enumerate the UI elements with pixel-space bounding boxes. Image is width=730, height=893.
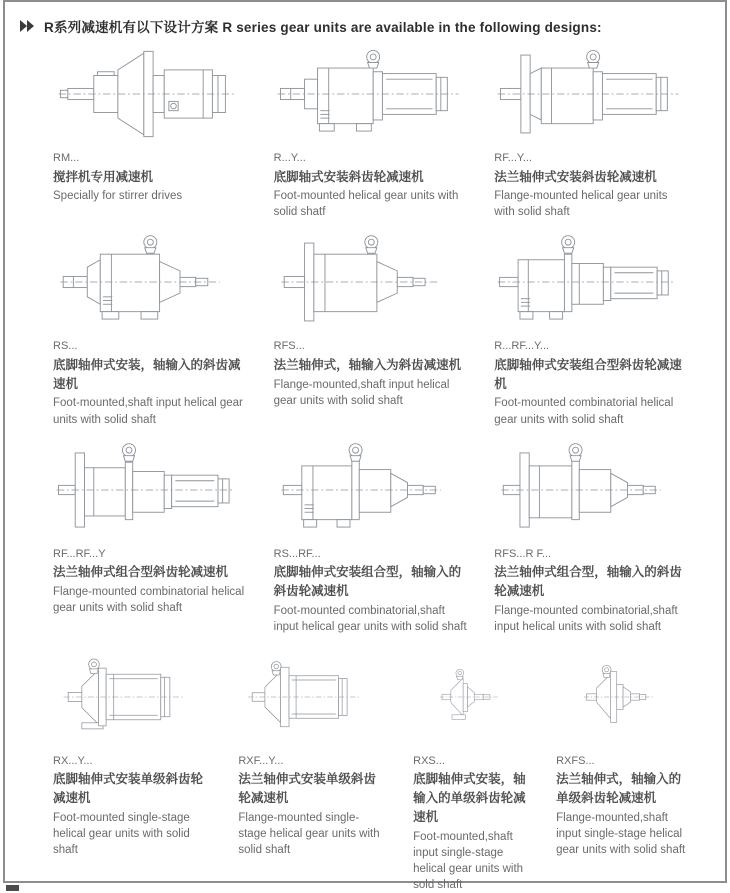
drawing-flange-combo-motor	[53, 442, 248, 538]
description-zh: 法兰轴伸式安装斜齿轮减速机	[494, 169, 657, 184]
model-code: RXF...Y...	[238, 754, 284, 767]
single-flange-shaft-drawing-icon	[556, 649, 689, 745]
drawing-single-flange-motor	[238, 649, 387, 745]
model-code: RFS...	[273, 340, 305, 353]
description-en: Flange-mounted combinatorial,shaft input helical units with solid shaft	[494, 604, 678, 633]
model-code: RS...RF...	[273, 547, 321, 560]
foot-combo-shaft-drawing-icon	[274, 442, 469, 538]
model-code: R...RF...Y...	[494, 340, 550, 353]
description-en: Flange-mounted,shaft input single-stage helical gear units with solid shaft	[556, 811, 686, 856]
page-title	[44, 16, 602, 36]
description-en: Foot-mounted,shaft input helical gear units with solid shaft	[53, 397, 243, 426]
description-en: Flange-mounted,shaft input helical gear units with solid shaft	[273, 378, 450, 407]
model-code: RS...	[53, 340, 78, 353]
description-en: Foot-mounted single-stage helical gear units with solid shaft	[53, 811, 190, 856]
drawing-single-flange-shaft	[556, 649, 689, 745]
description-zh: 底脚轴伸式安装单级斜齿轮减速机	[53, 772, 204, 806]
drawing-rm	[53, 46, 248, 142]
drawing-flange-motor	[494, 46, 689, 142]
drawing-foot-combo-shaft	[274, 442, 469, 538]
gear-unit-item	[556, 649, 715, 893]
drawing-single-foot-motor	[53, 649, 212, 745]
gear-unit-item	[274, 46, 495, 220]
gear-unit-item	[494, 46, 715, 220]
description-en: Foot-mounted combinatorial,shaft input helical gear units with solid shaft	[273, 604, 467, 633]
drawing-foot-shaft	[53, 234, 248, 330]
page-title-en: R series gear units are available in the following designs:	[222, 20, 602, 35]
gear-unit-item	[274, 442, 495, 635]
drawing-single-foot-shaft	[413, 649, 530, 745]
drawing-flange-combo-shaft	[494, 442, 689, 538]
description-zh: 法兰轴伸式，轴输入的单级斜齿轮减速机	[556, 772, 682, 806]
drawing-foot-motor	[274, 46, 469, 142]
model-code: RFS...R F...	[494, 547, 552, 560]
flange-motor-drawing-icon	[494, 46, 689, 142]
grid-row-3	[53, 442, 715, 635]
single-foot-motor-drawing-icon	[53, 649, 212, 745]
gear-unit-item	[53, 234, 274, 427]
gear-unit-item	[238, 649, 413, 893]
page-title-zh: R系列减速机有以下设计方案	[44, 20, 219, 35]
page-footer-tab	[6, 885, 19, 891]
grid-row-1	[53, 46, 715, 220]
description-zh: 法兰轴伸式，轴输入为斜齿减速机	[273, 357, 462, 372]
description-zh: 底脚轴伸式安装，轴输入的单级斜齿轮减速机	[413, 772, 526, 824]
model-code: RX...Y...	[53, 754, 93, 767]
description-en: Foot-mounted,shaft input single-stage helical gear units with sold shaft	[413, 830, 524, 891]
grid-row-4	[53, 649, 715, 893]
page-header	[5, 2, 725, 42]
grid-row-2	[53, 234, 715, 427]
description-en: Flange-mounted helical gear units with solid shaft	[494, 190, 668, 219]
drawing-foot-combo-motor	[494, 234, 689, 330]
gear-unit-item	[413, 649, 556, 893]
model-code: RF...RF...Y	[53, 547, 106, 560]
gear-unit-item	[494, 234, 715, 427]
description-en: Foot-mounted helical gear units with solid shatf	[273, 190, 459, 219]
gear-unit-grid	[5, 42, 725, 893]
model-code: RF...Y...	[494, 152, 532, 164]
description-zh: 底脚轴伸式安装组合型斜齿轮减速机	[494, 357, 682, 391]
foot-shaft-drawing-icon	[53, 234, 248, 330]
double-right-arrows-icon	[19, 19, 35, 33]
page-border-frame	[3, 0, 727, 891]
description-zh: 法兰轴伸式组合型斜齿轮减速机	[53, 565, 229, 580]
description-zh: 底脚轴伸式安装，轴输入的斜齿减速机	[53, 357, 241, 391]
description-en: Flange-mounted combinatorial helical gear units with solid shaft	[53, 585, 245, 614]
description-en: Flange-mounted single-stage helical gear units with solid shaft	[238, 811, 380, 856]
drawing-flange-shaft	[274, 234, 469, 330]
gear-unit-item	[494, 442, 715, 635]
foot-combo-motor-drawing-icon	[494, 234, 689, 330]
description-zh: 底脚轴伸式安装组合型，轴输入的斜齿轮减速机	[273, 565, 462, 598]
description-en: Foot-mounted combinatorial helical gear units with solid shaft	[494, 397, 674, 426]
description-zh: 搅拌机专用减速机	[53, 169, 154, 184]
gear-unit-item	[53, 649, 238, 893]
model-code: RM...	[53, 152, 80, 164]
flange-shaft-drawing-icon	[274, 234, 469, 330]
foot-motor-drawing-icon	[274, 46, 469, 142]
model-code: R...Y...	[273, 152, 306, 164]
gear-unit-item	[53, 442, 274, 635]
single-foot-shaft-drawing-icon	[413, 649, 530, 745]
model-code: RXFS...	[556, 754, 595, 767]
description-en: Specially for stirrer drives	[53, 190, 183, 203]
flange-combo-shaft-drawing-icon	[494, 442, 689, 538]
description-zh: 法兰轴伸式组合型，轴输入的斜齿轮减速机	[494, 565, 682, 598]
model-code: RXS...	[413, 754, 445, 767]
description-zh: 底脚轴式安装斜齿轮减速机	[273, 169, 424, 184]
rm-drawing-icon	[53, 46, 248, 142]
gear-unit-item	[53, 46, 274, 220]
single-flange-motor-drawing-icon	[238, 649, 387, 745]
gear-unit-item	[274, 234, 495, 427]
description-zh: 法兰轴伸式安装单级斜齿轮减速机	[238, 772, 376, 806]
flange-combo-motor-drawing-icon	[53, 442, 248, 538]
